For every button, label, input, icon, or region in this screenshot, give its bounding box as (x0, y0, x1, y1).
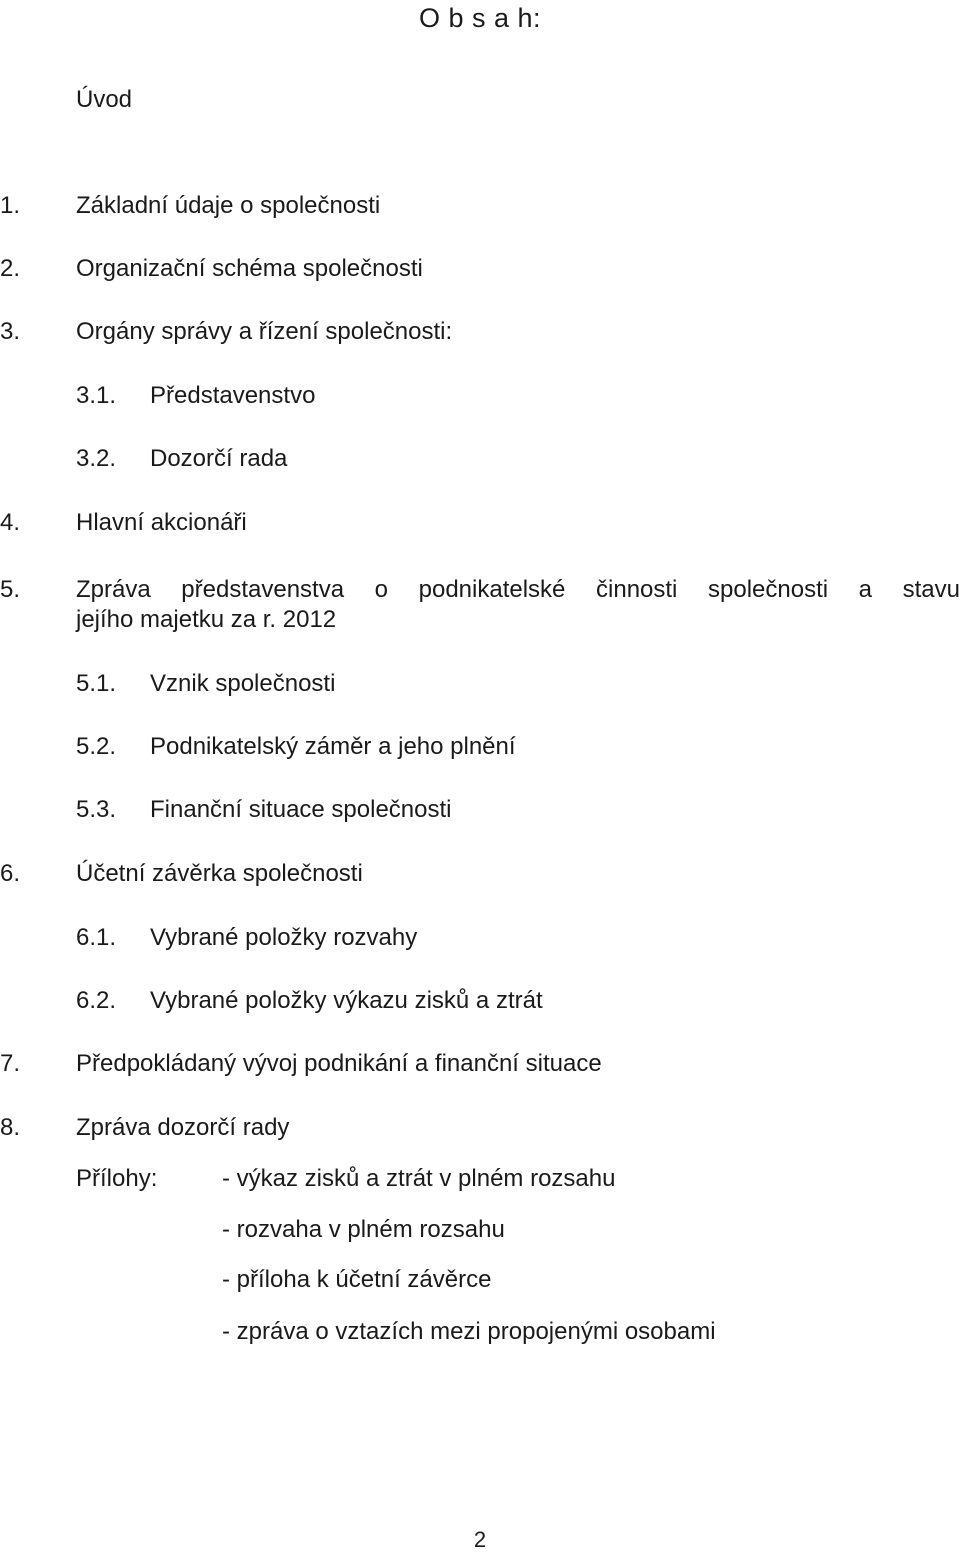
toc-number: 3.1. (76, 382, 117, 409)
toc-item-supervisory-report: Zpráva dozorčí rady (76, 1114, 290, 1141)
toc-item-board: Představenstvo (150, 382, 316, 409)
toc-number: 1. (0, 192, 21, 219)
toc-number: 5.3. (76, 796, 117, 823)
attachments-label: Přílohy: (76, 1165, 158, 1192)
attachment-item: - zpráva o vztazích mezi propojenými osobami (222, 1318, 716, 1345)
page-number: 2 (473, 1527, 487, 1552)
toc-number: 3. (0, 318, 21, 345)
toc-intro: Úvod (76, 86, 133, 113)
toc-item-supervisory-board: Dozorčí rada (150, 445, 288, 472)
toc-item-financial-situation: Finanční situace společnosti (150, 796, 452, 823)
toc-number: 8. (0, 1114, 21, 1141)
toc-item-basic-info: Základní údaje o společnosti (76, 192, 381, 219)
toc-item-org-chart: Organizační schéma společnosti (76, 255, 423, 282)
toc-item-governance: Orgány správy a řízení společnosti: (76, 318, 453, 345)
toc-item-board-report-cont: jejího majetku za r. 2012 (76, 606, 337, 633)
toc-number: 3.2. (76, 445, 117, 472)
attachment-item: - příloha k účetní závěrce (222, 1266, 492, 1293)
toc-number: 5. (0, 576, 21, 603)
toc-item-outlook: Předpokládaný vývoj podnikání a finanční situace (76, 1050, 602, 1077)
toc-item-business-plan: Podnikatelský záměr a jeho plnění (150, 733, 516, 760)
toc-item-balance-sheet: Vybrané položky rozvahy (150, 924, 418, 951)
toc-item-income-statement: Vybrané položky výkazu zisků a ztrát (150, 987, 543, 1014)
attachment-item: - výkaz zisků a ztrát v plném rozsahu (222, 1165, 616, 1192)
toc-number: 4. (0, 509, 21, 536)
toc-number: 5.1. (76, 670, 117, 697)
toc-number: 2. (0, 255, 21, 282)
toc-number: 7. (0, 1050, 21, 1077)
attachment-item: - rozvaha v plném rozsahu (222, 1216, 505, 1243)
toc-item-shareholders: Hlavní akcionáři (76, 509, 247, 536)
toc-number: 5.2. (76, 733, 117, 760)
toc-item-board-report: Zpráva představenstva o podnikatelské činnosti společnosti a stavu (76, 576, 960, 603)
toc-number: 6.2. (76, 987, 117, 1014)
page-title: O b s a h: (418, 3, 542, 33)
toc-number: 6. (0, 860, 21, 887)
toc-number: 6.1. (76, 924, 117, 951)
toc-item-founding: Vznik společnosti (150, 670, 336, 697)
toc-item-financial-statements: Účetní závěrka společnosti (76, 860, 363, 887)
